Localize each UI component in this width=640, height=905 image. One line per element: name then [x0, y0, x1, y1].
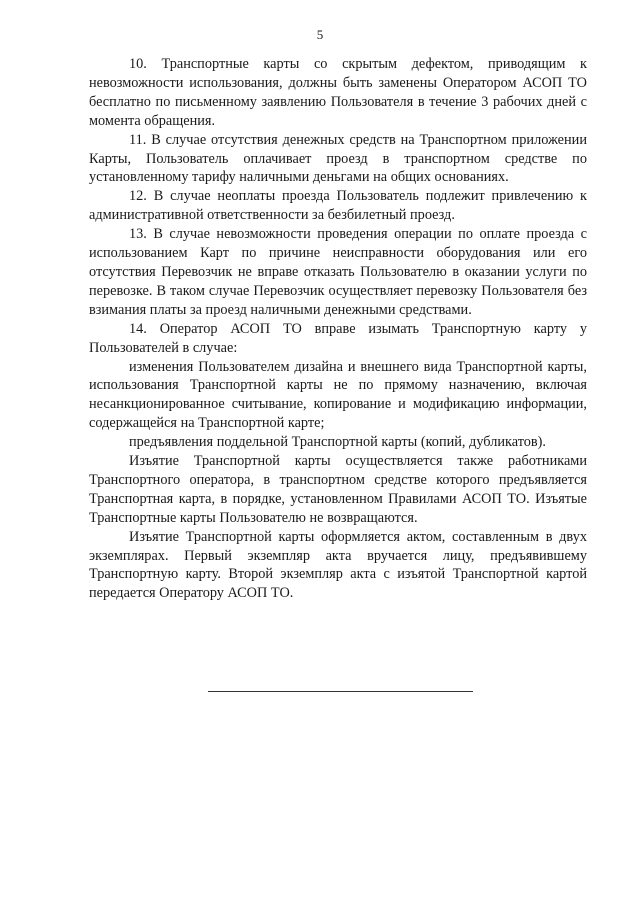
- document-body: [89, 55, 587, 603]
- paragraph-item-12: 12. В случае неоплаты проезда Пользователь подлежит привлечению к административной ответственности за безбилетный проезд.: [89, 188, 587, 224]
- paragraph-item-11: 11. В случае отсутствия денежных средств на Транспортном приложении Карты, Пользователь оплачивает проезд в транспортном средстве по установленному тарифу наличными деньгами на общих основаниях.: [89, 131, 587, 186]
- paragraph-item-10: 10. Транспортные карты со скрытым дефектом, приводящим к невозможности использования, должны быть заменены Оператором АСОП ТО бесплатно по письменному заявлению Пользователя в течение 3 рабочих дней с момента обращения.: [89, 56, 587, 129]
- paragraph-case-design-change: изменения Пользователем дизайна и внешнего вида Транспортной карты, использования Транспортной карты не по прямому назначению, включая несанкционированное считывание, копирование и модификацию информации, содержащейся на Транспортной карте;: [89, 358, 587, 432]
- paragraph-item-13: 13. В случае невозможности проведения операции по оплате проезда с использованием Карт по причине неисправности оборудования или его отсутствия Перевозчик не вправе отказать Пользователю в оказании услуги по перевозке. В таком случае Перевозчик осуществляет перевозку Пользователя без взимания платы за проезд наличными денежными средствами.: [89, 226, 587, 318]
- page-number: 5: [316, 27, 324, 42]
- paragraph-item-14: 14. Оператор АСОП ТО вправе изымать Транспортную карту у Пользователей в случае:: [89, 320, 587, 356]
- paragraph-seizure-by-operator: Изъятие Транспортной карты осуществляется также работниками Транспортного оператора, в транспортном средстве которого предъявляется Транспортная карта, в порядке, установленном Правилами АСОП ТО. Изъятые Транспортные карты Пользователю не возвращаются.: [89, 453, 587, 526]
- end-divider: [208, 691, 473, 692]
- paragraph-seizure-act: Изъятие Транспортной карты оформляется актом, составленным в двух экземплярах. Первый экземпляр акта вручается лицу, предъявившему Транспортную карту. Второй экземпляр акта с изъятой Транспортной картой передается Оператору АСОП ТО.: [89, 528, 587, 602]
- paragraph-case-counterfeit: предъявления поддельной Транспортной карты (копий, дубликатов).: [129, 434, 546, 451]
